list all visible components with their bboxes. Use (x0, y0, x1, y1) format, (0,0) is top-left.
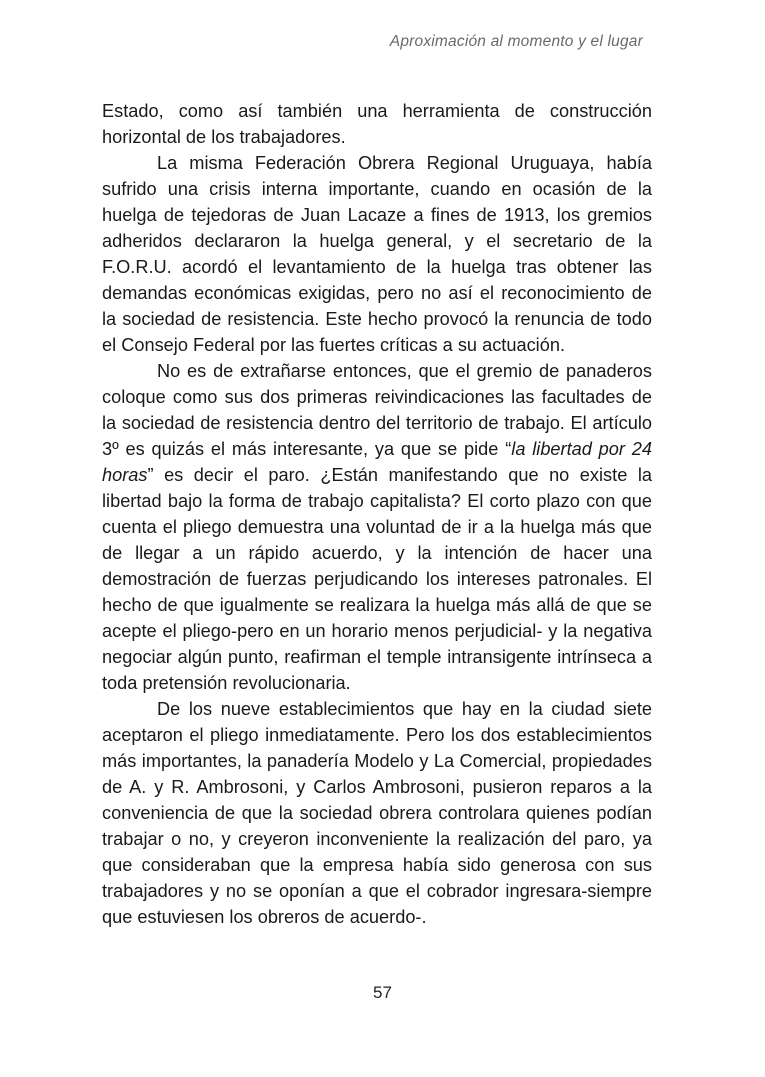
paragraph-3 (102, 358, 652, 696)
paragraph-3-text-start: No es de extrañarse entonces, que el gremio de panaderos coloque como sus dos primeras reivindicaciones las facultades de la sociedad de resistencia dentro del territorio de trabajo. El artículo 3º es quizás el más interesante, ya que se pide “ (102, 361, 652, 459)
paragraph-3-quote: la libertad por 24 horas (102, 439, 652, 485)
paragraph-4: De los nueve establecimientos que hay en la ciudad siete aceptaron el pliego inmediatamente. Pero los dos establecimientos más importantes, la panadería Modelo y La Comercial, propiedades de A. y R. Ambrosoni, y Carlos Ambrosoni, pusieron reparos a la conveniencia de que la sociedad obrera controlara quienes podían trabajar o no, y creyeron inconveniente la realización del paro, ya que consideraban que la empresa había sido generosa con sus trabajadores y no se oponían a que el cobrador ingresara-siempre que estuviesen los obreros de acuerdo-. (102, 699, 652, 927)
paragraph-2: La misma Federación Obrera Regional Uruguaya, había sufrido una crisis interna importante, cuando en ocasión de la huelga de tejedoras de Juan Lacaze a fines de 1913, los gremios adheridos declararon la huelga general, y el secretario de la F.O.R.U. acordó el levantamiento de la huelga tras obtener las demandas económicas exigidas, pero no así el reconocimiento de la sociedad de resistencia. Este hecho provocó la renuncia de todo el Consejo Federal por las fuertes críticas a su actuación. (102, 153, 652, 355)
paragraph-1: Estado, como así también una herramienta de construcción horizontal de los trabajadores. (102, 101, 652, 147)
body-text (102, 98, 652, 930)
page-number: 57 (373, 983, 392, 1002)
paragraph-3-text-end: ” es decir el paro. ¿Están manifestando que no existe la libertad bajo la forma de trabajo capitalista? El corto plazo con que cuenta el pliego demuestra una voluntad de ir a la huelga más que de llegar a un rápido acuerdo, y la intención de hacer una demostración de fuerzas perjudicando los intereses patronales. El hecho de que igualmente se realizara la huelga más allá de que se acepte el pliego-pero en un horario menos perjudicial- y la negativa negociar algún punto, reafirman el temple intransigente intrínseca a toda pretensión revolucionaria. (102, 465, 652, 693)
running-header: Aproximación al momento y el lugar (389, 33, 643, 50)
